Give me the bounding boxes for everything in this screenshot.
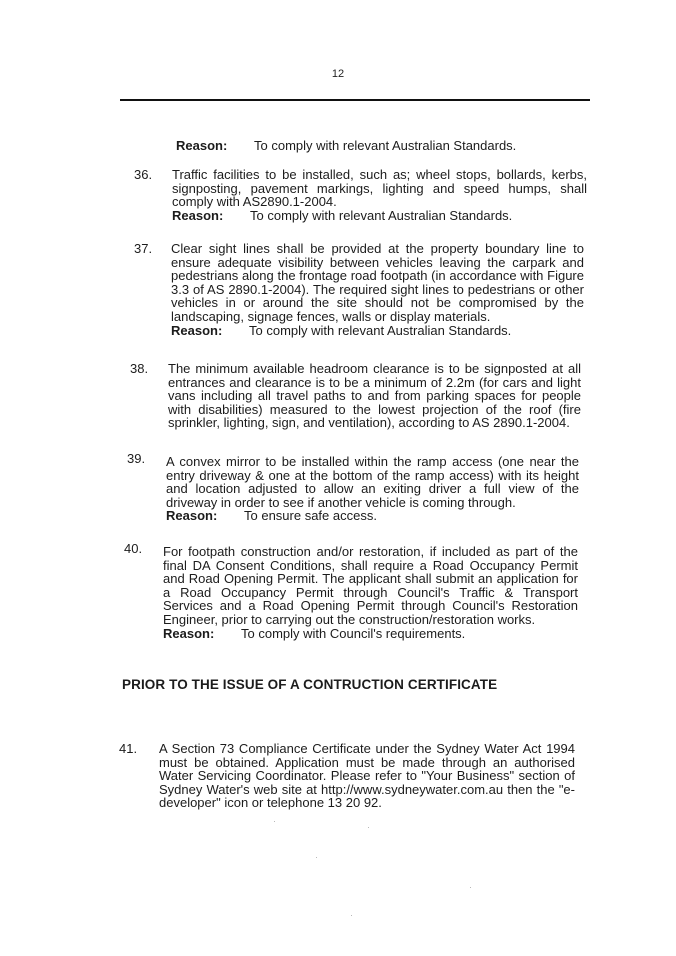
reason-line [172,209,587,223]
item-text: For footpath construction and/or restoration, if included as part of the final DA Consent Conditions, shall require a Road Occupancy Permit and Road Opening Permit. The applicant shall submit an application for a Road Occupancy Permit through Council's Traffic & Transport Services and a Road Opening Permit through Council's Restoration Engineer, prior to carrying out the construction/restoration works. [163,544,578,627]
item-number: 37. [134,241,153,256]
reason-line [166,509,579,523]
item-number: 36. [134,167,153,182]
reason-text: To comply with relevant Australian Standards. [249,322,512,338]
reason-label: Reason: [166,508,218,524]
reason-label: Reason: [163,625,215,641]
scan-speck [368,827,369,828]
item-text: Clear sight lines shall be provided at the property boundary line to ensure adequate visibility between vehicles leaving the carpark and pedestrians along the frontage road footpath (in accordance with Figure 3.3 of AS 2890.1-2004). The required sight lines to pedestrians or other vehicles in or around the site should not be compromised by the landscaping, signage fences, walls or display materials. [171,241,584,324]
reason-text: To comply with relevant Australian Standards. [250,207,513,223]
item-text: A convex mirror to be installed within the ramp access (one near the entry driveway & one at the bottom of the ramp access) with its height and location adjusted to allow an exiting driver a full view of the driveway in order to see if another vehicle is coming through. [166,454,579,510]
scan-speck [274,821,275,822]
reason-text: To comply with relevant Australian Standards. [254,138,517,153]
scan-speck [316,857,317,858]
item-text: A Section 73 Compliance Certificate under the Sydney Water Act 1994 must be obtained. Application must be made through an authorised Water Servicing Coordinator. Please refer to "Your Business" section of Sydney Water's web site at http://www.sydneywater.com.au then the "e-developer" icon or telephone 13 20 92. [159,741,575,811]
page-number: 12 [331,68,345,80]
item-number: 40. [124,541,143,556]
reason-text: To comply with Council's requirements. [241,625,466,641]
item-text: Traffic facilities to be installed, such as; wheel stops, bollards, kerbs, signposting, pavement markings, lighting and speed humps, shall comply with AS2890.1-2004. [172,167,587,210]
reason-label: Reason: [176,138,228,153]
reason-label: Reason: [172,207,224,223]
reason-line [171,324,584,338]
section-heading: PRIOR TO THE ISSUE OF A CONTRUCTION CERTIFICATE [122,677,498,692]
reason-line [176,139,596,153]
scan-speck [470,887,471,888]
item-number: 39. [127,451,146,466]
reason-text: To ensure safe access. [244,508,377,524]
scan-speck [351,915,352,916]
item-number: 38. [130,361,149,376]
item-number: 41. [119,741,138,756]
reason-line [163,627,578,641]
item-text: The minimum available headroom clearance is to be signposted at all entrances and clearance is to be a minimum of 2.2m (for cars and light vans including all travel paths to and from parking spaces for people with disabilities) measured to the lowest projection of the roof (fire sprinkler, lighting, sign, and ventilation), according to AS 2890.1-2004. [168,361,581,431]
reason-label: Reason: [171,322,223,338]
